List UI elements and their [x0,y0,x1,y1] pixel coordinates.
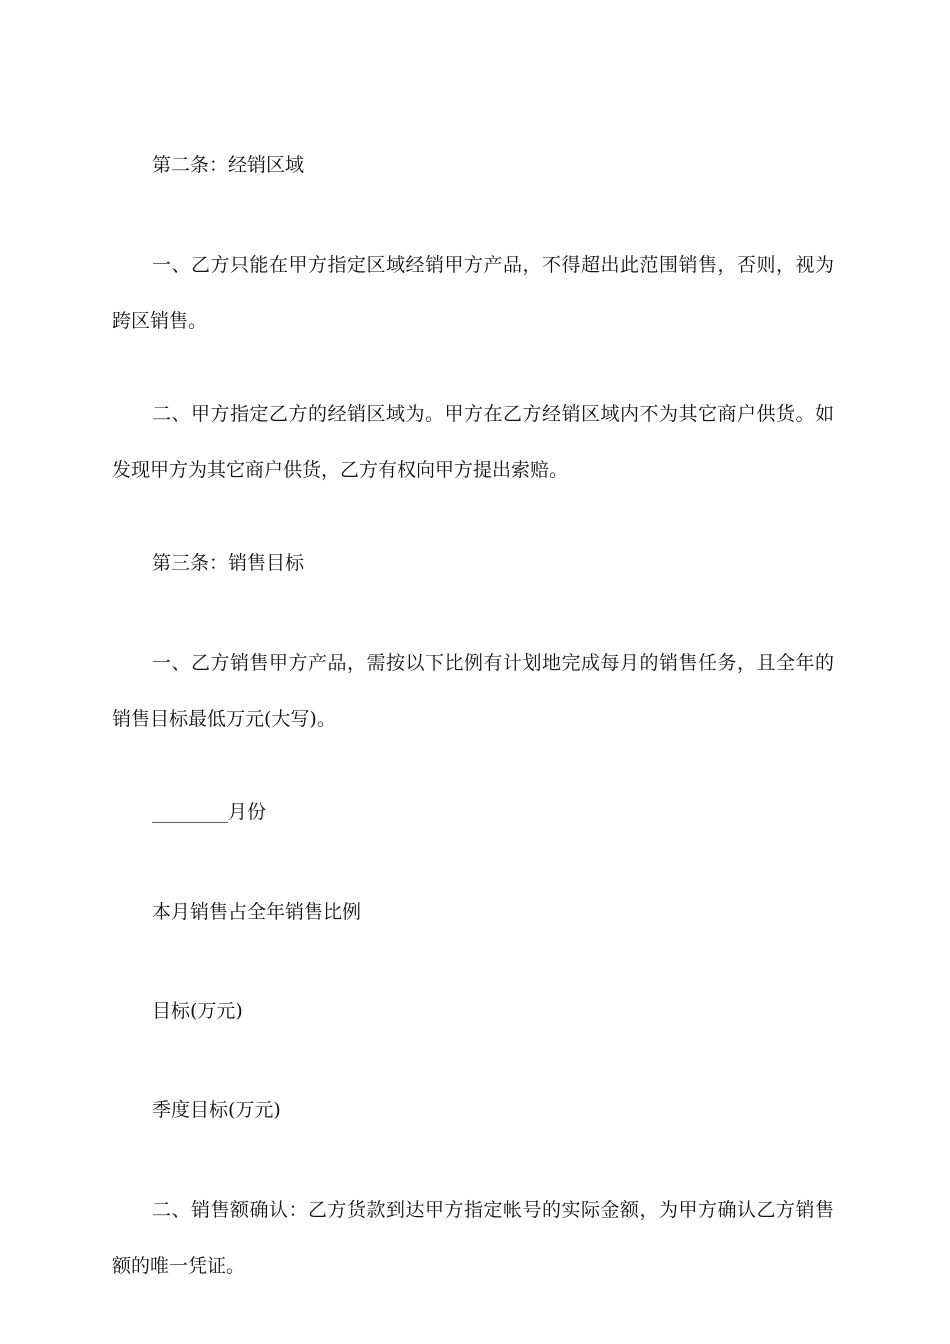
article-2-heading: 第二条：经销区域 [152,154,305,176]
target-label: 目标(万元) [152,1000,243,1022]
article-2-clause-1: 一、乙方只能在甲方指定区域经销甲方产品，不得超出此范围销售，否则，视为跨区销售。 [112,254,834,332]
article-3-heading: 第三条：销售目标 [152,552,305,574]
article-2-clause-2: 二、甲方指定乙方的经销区域为。甲方在乙方经销区域内不为其它商户供货。如发现甲方为其它商户供货，乙方有权向甲方提出索赔。 [112,403,834,481]
month-field: ________月份 [152,801,267,823]
quarter-target-label: 季度目标(万元) [152,1099,281,1121]
monthly-ratio-label: 本月销售占全年销售比例 [152,901,362,923]
article-3-clause-1: 一、乙方销售甲方产品，需按以下比例有计划地完成每月的销售任务，且全年的销售目标最低万元(大写)。 [112,652,834,730]
article-3-clause-2: 二、销售额确认：乙方货款到达甲方指定帐号的实际金额，为甲方确认乙方销售额的唯一凭证。 [112,1199,834,1277]
